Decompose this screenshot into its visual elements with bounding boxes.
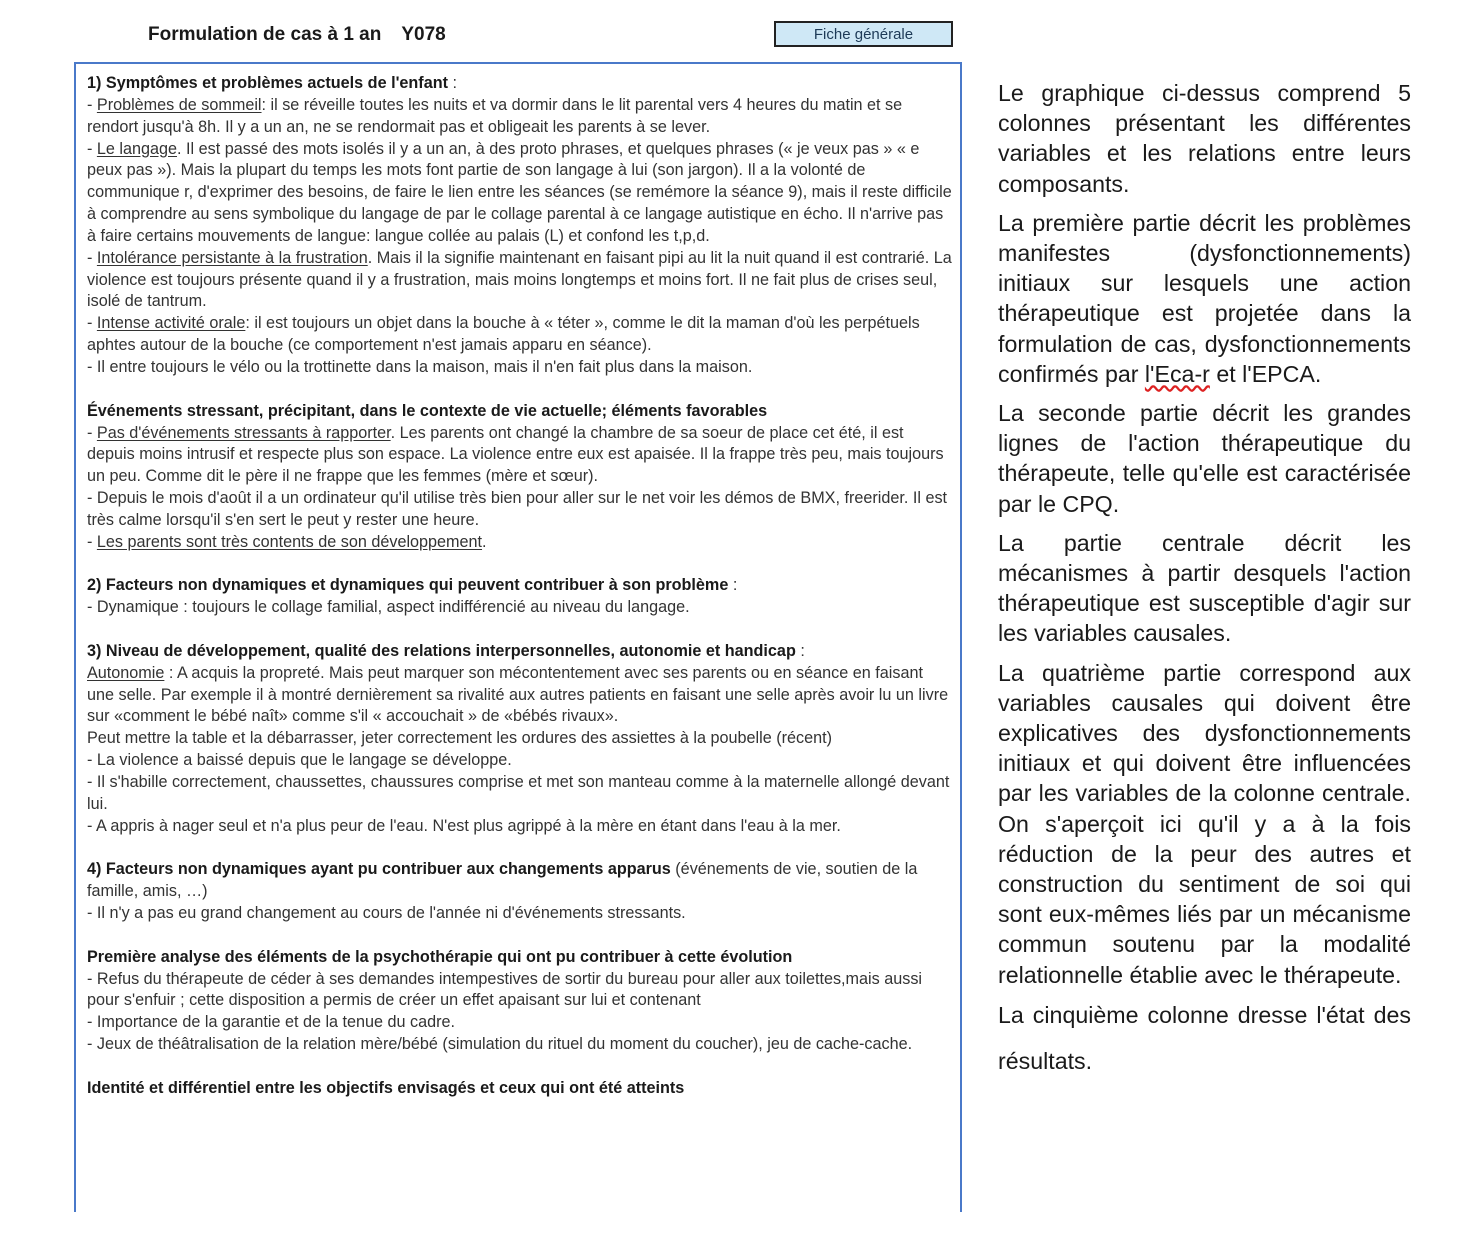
- page-title: [148, 24, 446, 46]
- paragraph-orale: - Intense activité orale: il est toujours un objet dans la bouche à « téter », comme le dit la maman d'où les perpétuels aphtes autour de la bouche (ce comportement n'est jamais apparu en séance).: [87, 314, 920, 355]
- paragraph-velo: - Il entre toujours le vélo ou la trottinette dans la maison, mais il n'en fait plus dans la maison.: [87, 357, 753, 376]
- form-title: Formulation de cas à 1 an: [148, 24, 382, 45]
- fiche-generale-button[interactable]: Fiche générale: [774, 21, 953, 47]
- section-title: 4) Facteurs non dynamiques ayant pu contribuer aux changements apparus (événements de vie, soutien de la famille, amis, …): [87, 860, 918, 901]
- paragraph-stress: - Pas d'événements stressants à rapporter. Les parents ont changé la chambre de sa soeur de place cet été, il est depuis moins intrusif et respecte plus son espace. La violence entre eux est apaisée. Il la frappe très peu, mais toujours un peu. Comme dit le père il ne frappe que les femmes (mère et sœur).: [87, 423, 944, 486]
- section-title: 2) Facteurs non dynamiques et dynamiques qui peuvent contribuer à son problème :: [87, 576, 738, 595]
- paragraph-violence: - La violence a baissé depuis que le langage se développe.: [87, 751, 512, 770]
- paragraph-dynamique: - Dynamique : toujours le collage familial, aspect indifférencié au niveau du langage.: [87, 598, 690, 617]
- paragraph-jeux: - Jeux de théâtralisation de la relation mère/bébé (simulation du rituel du moment du coucher), jeu de cache-cache.: [87, 1035, 913, 1054]
- section-changes: [87, 859, 952, 925]
- paragraph-nager: - A appris à nager seul et n'a plus peur de l'eau. N'est plus agrippé à la mère en étant dans l'eau à la mer.: [87, 816, 841, 835]
- commentary-paragraph: La première partie décrit les problèmes manifestes (dysfonctionnements) initiaux sur lesquels une action thérapeutique est projetée dans la formulation de cas, dysfonctionnements confirmés par l'Eca-r et l'EPCA.: [998, 209, 1411, 387]
- case-formulation-panel: [74, 62, 962, 1212]
- section-objectives: [87, 1078, 952, 1100]
- spellcheck-flagged-word: l'Eca-r: [1144, 360, 1210, 387]
- paragraph-ordinateur: - Depuis le mois d'août il a un ordinateur qu'il utilise très bien pour aller sur le net voir les démos de BMX, freerider. Il est très calme lorsqu'il s'en sert le peut y rester une heure.: [87, 489, 948, 529]
- section-title: Événements stressant, précipitant, dans le contexte de vie actuelle; éléments favorables: [87, 401, 768, 420]
- commentary-paragraph: Le graphique ci-dessus comprend 5 colonnes présentant les différentes variables et les relations entre leurs composants.: [998, 80, 1411, 197]
- commentary-paragraph: La partie centrale décrit les mécanismes à partir desquels l'action thérapeutique est susceptible d'agir sur les variables causales.: [998, 529, 1411, 647]
- paragraph-parents: - Les parents sont très contents de son développement.: [87, 532, 487, 551]
- section-title: Identité et différentiel entre les objectifs envisagés et ceux qui ont été atteints: [87, 1078, 685, 1097]
- section-analysis: [87, 947, 952, 1056]
- section-factors: [87, 575, 952, 619]
- case-code: Y078: [401, 24, 446, 45]
- paragraph-garantie: - Importance de la garantie et de la tenue du cadre.: [87, 1013, 456, 1032]
- paragraph-changement: - Il n'y a pas eu grand changement au cours de l'année ni d'événements stressants.: [87, 904, 686, 923]
- section-title: Première analyse des éléments de la psychothérapie qui ont pu contribuer à cette évolution: [87, 947, 793, 966]
- section-development: [87, 641, 952, 838]
- paragraph-refus: - Refus du thérapeute de céder à ses demandes intempestives de sortir du bureau pour aller aux toilettes,mais aussi pour s'enfuir ; cette disposition a permis de créer un effet apaisant sur lui et contenant: [87, 969, 923, 1010]
- commentary-paragraph: La cinquième colonne dresse l'état des résultats.: [998, 1001, 1411, 1074]
- paragraph-habille: - Il s'habille correctement, chaussettes, chaussures comprise et met son manteau comme à la maternelle allongé devant lui.: [87, 773, 950, 813]
- commentary-paragraph: La seconde partie décrit les grandes lignes de l'action thérapeutique du thérapeute, telle qu'elle est caractérisée par le CPQ.: [998, 400, 1411, 517]
- commentary-paragraph: La quatrième partie correspond aux variables causales qui doivent être explicatives des dysfonctionnements initiaux et qui doivent être influencées par les variables de la colonne centrale. On s'aperçoit ici qu'il y a à la fois réduction de la peur des autres et construction du sentiment de soi qui sont eux-mêmes liés par un mécanisme commun soutenu par la modalité relationnelle établie avec le thérapeute.: [998, 659, 1411, 988]
- section-symptoms: [87, 73, 952, 379]
- section-title: 1) Symptômes et problèmes actuels de l'enfant :: [87, 74, 457, 92]
- section-title: 3) Niveau de développement, qualité des relations interpersonnelles, autonomie et handicap :: [87, 641, 805, 660]
- section-events: [87, 401, 952, 554]
- paragraph-autonomie: Autonomie : A acquis la propreté. Mais peut marquer son mécontentement avec ses parents ou en séance en faisant une selle. Par exemple il à montré dernièrement sa rivalité aux autres patients en faisant une selle après avoir lu un livre sur «comment le bébé naît» comme s'il « accouchait » de «bébés rivaux».: [87, 663, 949, 726]
- paragraph-intolerance: - Intolérance persistante à la frustration. Mais il la signifie maintenant en faisant pipi au lit la nuit quand il est contrarié. La violence est toujours présente quand il y a frustration, mais moins longtemps et moins fort. Il ne fait plus de crises seul, isolé de tantrum.: [87, 248, 952, 311]
- paragraph-langage: - Le langage. Il est passé des mots isolés il y a un an, à des proto phrases, et quelques phrases (« je veux pas » « e peux pas »). Mais la plupart du temps les mots font partie de son langage à lui (son jargon). Il a la volonté de communique r, d'exprimer des besoins, de faire le lien entre les séances (se remémore la séance 9), mais il reste difficile à comprendre au sens symbolique du langage de par le collage parental à ce langage autistique en écho. Il n'arrive pas à faire certains mouvements de langue: langue collée au palais (L) et confond les t,p,d.: [87, 139, 952, 245]
- commentary-column: [998, 78, 1411, 1093]
- paragraph-table: Peut mettre la table et la débarrasser, jeter correctement les ordures des assiettes à la poubelle (récent): [87, 729, 833, 748]
- paragraph-sommeil: - Problèmes de sommeil: il se réveille toutes les nuits et va dormir dans le lit parental vers 4 heures du matin et se rendort jusqu'à 8h. Il y a un an, ne se rendormait pas et obligeait les parents à se lever.: [87, 95, 903, 136]
